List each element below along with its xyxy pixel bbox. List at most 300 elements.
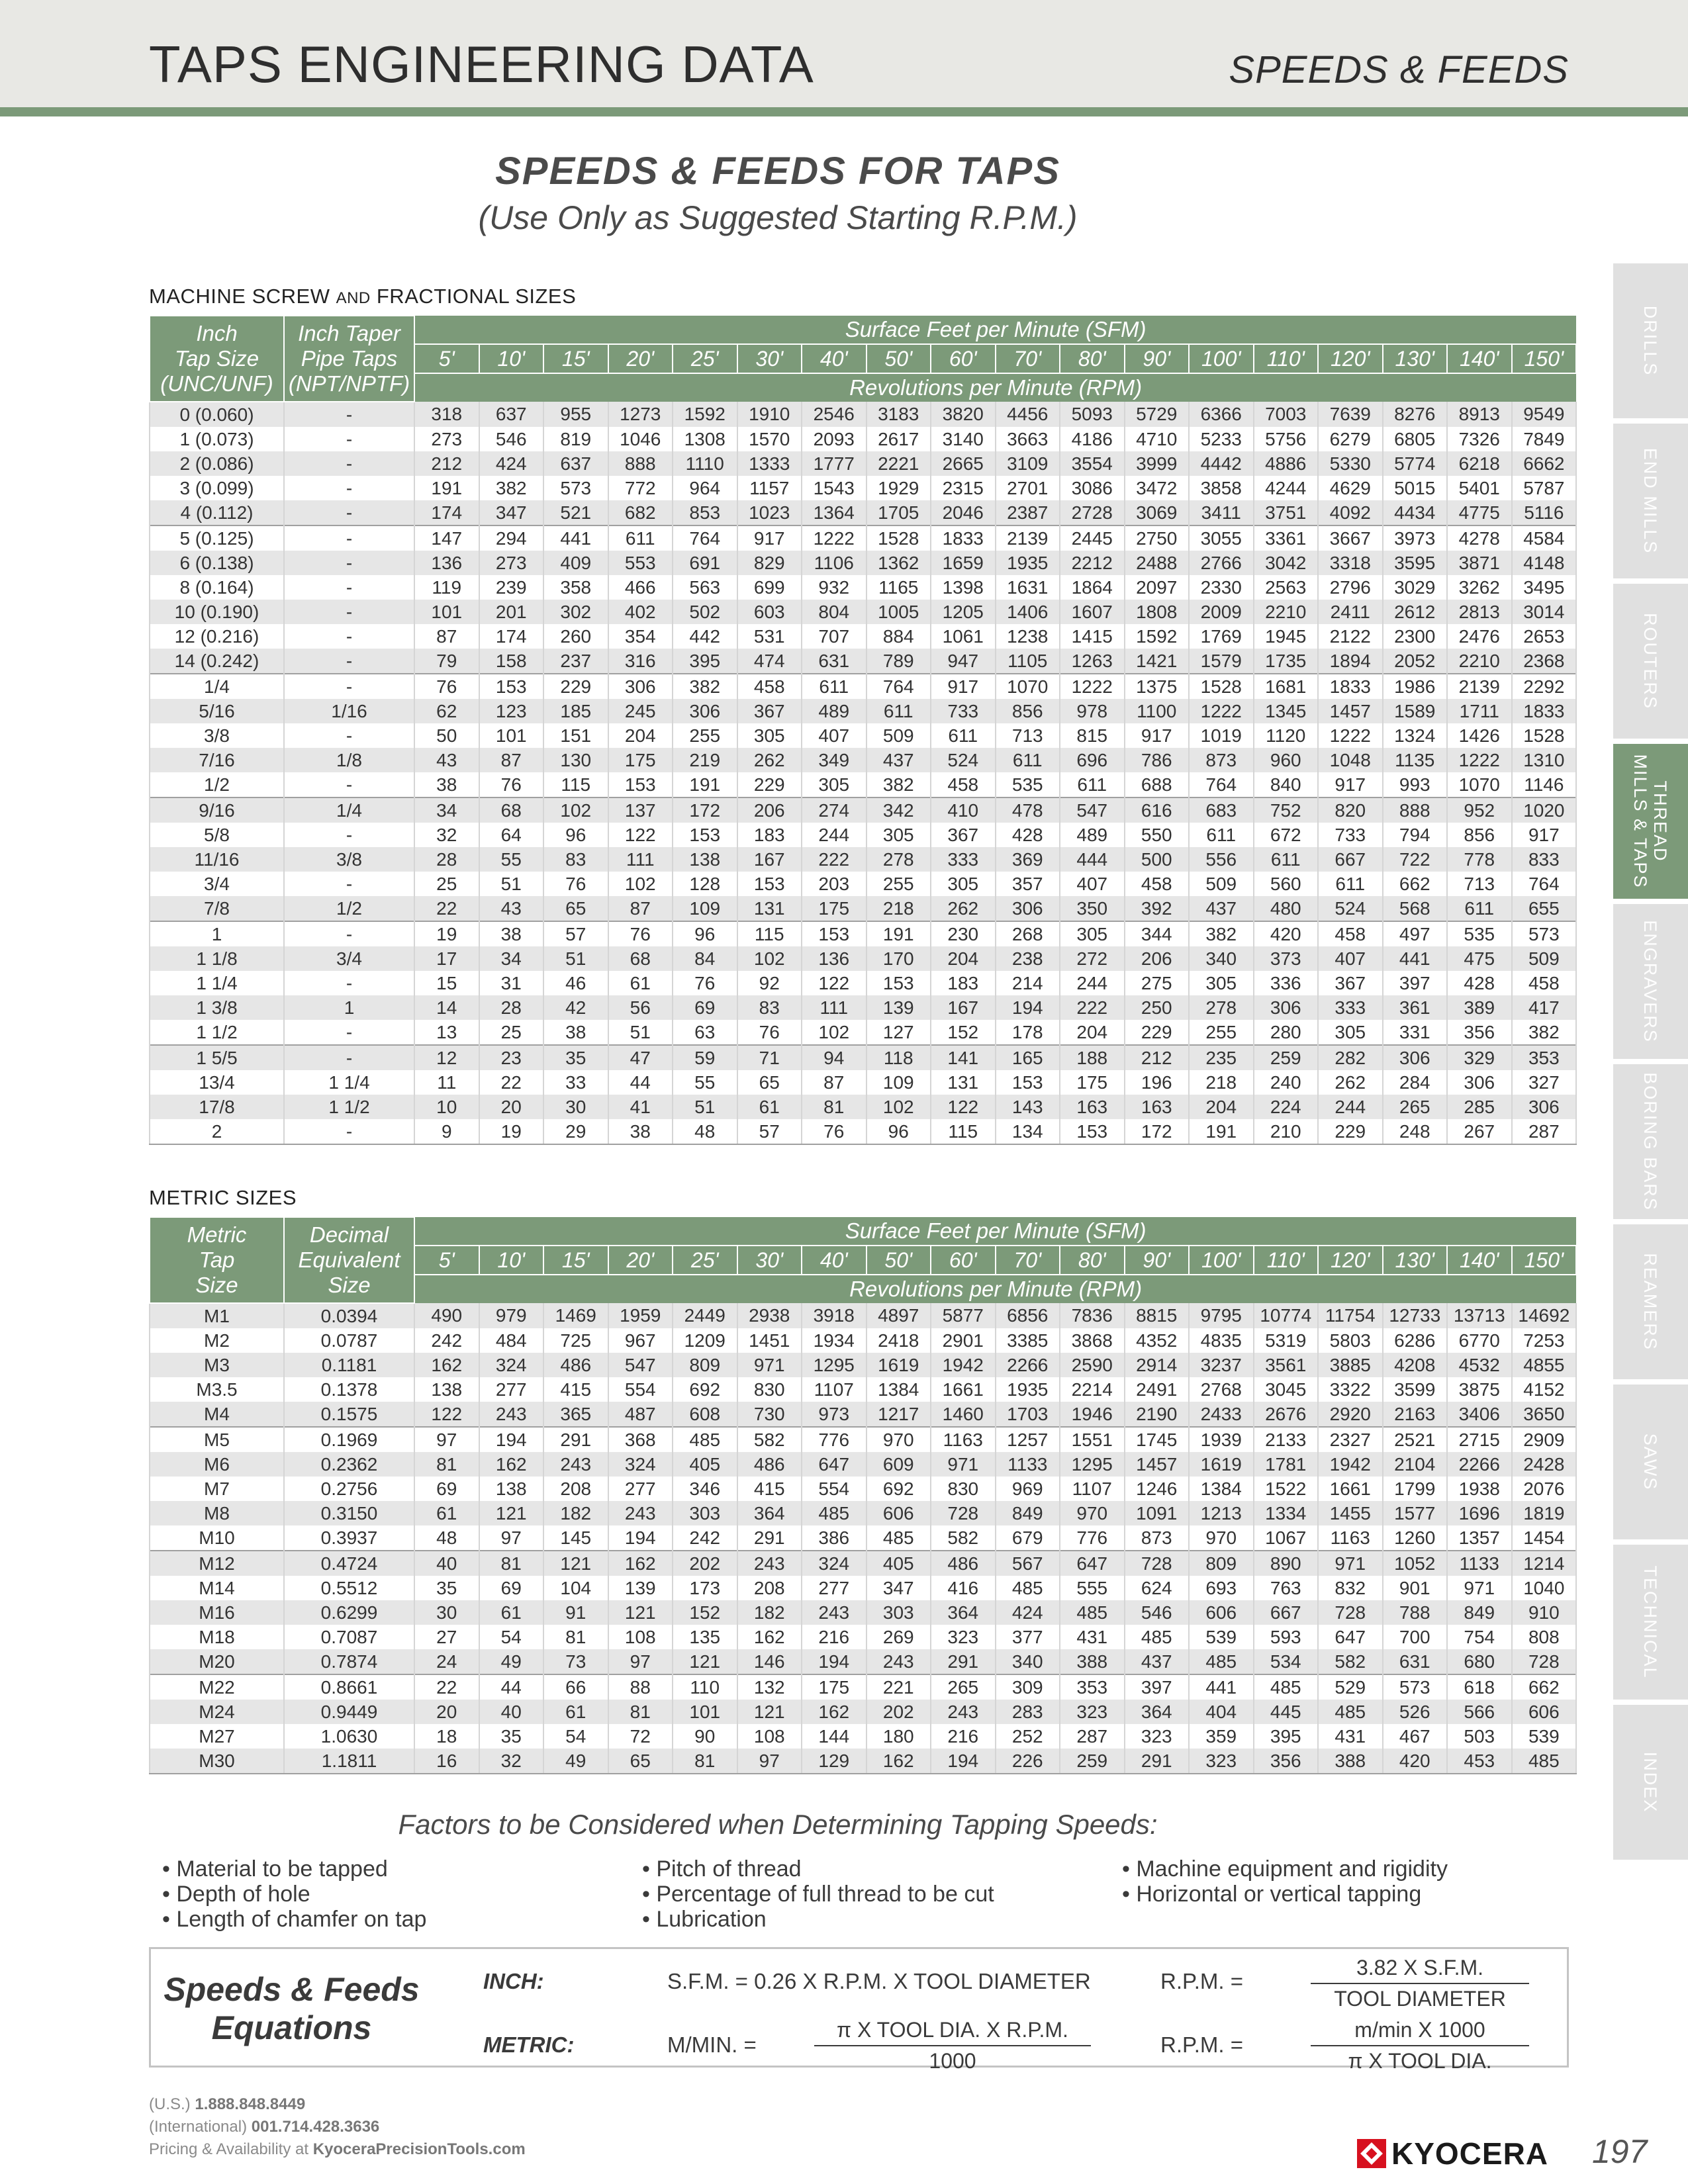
metric-rpm-cell: 970 [1060,1501,1125,1525]
imperial-rpm-cell: 143 [996,1095,1060,1119]
metric-tap-size-cell: M30 [150,1749,284,1774]
imperial-col-decimal-header-line: (NPT/NPTF) [288,371,410,396]
imperial-tap-size-cell: 1 3/8 [150,995,284,1020]
imperial-rpm-cell: 6662 [1512,451,1577,476]
metric-rpm-cell: 2920 [1318,1402,1383,1427]
imperial-rpm-cell: 524 [931,748,996,772]
imperial-rpm-cell: 993 [1383,772,1448,797]
imperial-rpm-cell: 2476 [1447,624,1512,649]
imperial-sfm-column-header: 70' [996,344,1060,373]
metric-rpm-cell: 1959 [608,1303,673,1328]
side-tab-engravers[interactable] [1613,904,1688,1059]
imperial-rpm-cell: 84 [673,946,737,971]
imperial-rpm-cell: 2387 [996,500,1060,525]
imperial-rpm-cell: 978 [1060,699,1125,723]
imperial-table-row [150,896,1576,921]
imperial-rpm-cell: 358 [543,575,608,600]
imperial-rpm-cell: 51 [543,946,608,971]
imperial-rpm-cell: 29 [543,1119,608,1144]
metric-rpm-cell: 700 [1383,1625,1448,1649]
metric-rpm-cell: 324 [608,1452,673,1477]
imperial-rpm-cell: 1935 [996,551,1060,575]
imperial-rpm-cell: 229 [1125,1020,1190,1045]
metric-secondary-size-cell: 0.0394 [284,1303,414,1328]
imperial-rpm-cell: 122 [608,823,673,847]
imperial-tap-size-cell: 11/16 [150,847,284,872]
metric-rpm-cell: 7253 [1512,1328,1577,1353]
metric-sfm-column-header: 90' [1125,1246,1190,1275]
imperial-table-row [150,797,1576,823]
imperial-rpm-cell: 8913 [1447,402,1512,427]
metric-rpm-cell: 323 [1189,1749,1254,1774]
imperial-tap-size-cell: 1 1/8 [150,946,284,971]
metric-table-row [150,1700,1576,1724]
metric-rpm-cell: 395 [1254,1724,1319,1749]
side-tab-index[interactable] [1613,1705,1688,1860]
imperial-label-b: AND [336,289,371,307]
metric-rpm-cell: 1163 [931,1427,996,1452]
metric-rpm-cell: 1217 [867,1402,931,1427]
metric-section-label: METRIC SIZES [149,1186,297,1209]
imperial-rpm-cell: 340 [1189,946,1254,971]
imperial-tap-size-cell: 1 1/2 [150,1020,284,1045]
imperial-table-row [150,1119,1576,1144]
imperial-rpm-cell: 382 [1189,921,1254,946]
side-tab-boring-bars[interactable] [1613,1064,1688,1219]
metric-rpm-cell: 323 [931,1625,996,1649]
imperial-rpm-cell: 4775 [1447,500,1512,525]
imperial-rpm-cell: 932 [802,575,867,600]
inch-label: INCH: [483,1969,544,1993]
side-tab-drills[interactable] [1613,263,1688,418]
imperial-secondary-size-cell: - [284,1119,414,1144]
imperial-rpm-cell: 1659 [931,551,996,575]
imperial-rpm-cell: 521 [543,500,608,525]
metric-tap-size-cell: M20 [150,1649,284,1674]
imperial-table-row [150,674,1576,699]
imperial-rpm-cell: 305 [1060,921,1125,946]
imperial-sfm-column-header: 20' [608,344,673,373]
imperial-rpm-cell: 218 [867,896,931,921]
imperial-rpm-cell: 535 [1447,921,1512,946]
metric-rpm-cell: 1295 [802,1353,867,1377]
metric-rpm-cell: 1357 [1447,1525,1512,1551]
metric-rpm-cell: 680 [1447,1649,1512,1674]
metric-rpm-cell: 194 [479,1427,544,1452]
metric-rpm-cell: 567 [996,1551,1060,1576]
metric-rpm-cell: 242 [414,1328,479,1353]
metric-rpm-cell: 10774 [1254,1303,1319,1328]
imperial-rpm-cell: 3472 [1125,476,1190,500]
metric-rpm-cell: 277 [479,1377,544,1402]
imperial-rpm-cell: 1110 [673,451,737,476]
imperial-rpm-cell: 1020 [1512,797,1577,823]
imperial-rpm-cell: 10 [414,1095,479,1119]
imperial-rpm-cell: 123 [479,699,544,723]
imperial-rpm-cell: 262 [931,896,996,921]
imperial-rpm-cell: 191 [414,476,479,500]
imperial-rpm-cell: 458 [1125,872,1190,896]
imperial-rpm-cell: 239 [479,575,544,600]
imperial-rpm-cell: 56 [608,995,673,1020]
metric-rpm-cell: 20 [414,1700,479,1724]
imperial-rpm-cell: 158 [479,649,544,674]
metric-rpm-cell: 139 [608,1576,673,1600]
imperial-rpm-cell: 9549 [1512,402,1577,427]
metric-rpm-cell: 13713 [1447,1303,1512,1328]
footer-intl-phone [149,2118,379,2136]
metric-rpm-cell: 3561 [1254,1353,1319,1377]
imperial-rpm-cell: 273 [479,551,544,575]
imperial-rpm-cell: 57 [737,1119,802,1144]
metric-rpm-cell: 1938 [1447,1477,1512,1501]
imperial-rpm-cell: 109 [867,1070,931,1095]
metric-sfm-column-header: 140' [1447,1246,1512,1275]
imperial-table-row [150,723,1576,748]
side-tab-reamers[interactable] [1613,1224,1688,1379]
imperial-rpm-cell: 25 [414,872,479,896]
imperial-rpm-cell: 764 [673,525,737,551]
imperial-rpm-cell: 38 [479,921,544,946]
imperial-rpm-cell: 206 [1125,946,1190,971]
imperial-rpm-cell: 38 [543,1020,608,1045]
imperial-rpm-cell: 6279 [1318,427,1383,451]
imperial-rpm-cell: 611 [608,525,673,551]
metric-rpm-cell: 122 [414,1402,479,1427]
imperial-rpm-cell: 603 [737,600,802,624]
imperial-rpm-cell: 306 [1512,1095,1577,1119]
metric-rpm-cell: 1939 [1189,1427,1254,1452]
side-tab-routers[interactable] [1613,584,1688,739]
imperial-col-size-header-line: Tap Size [174,346,259,371]
imperial-tap-size-cell: 13/4 [150,1070,284,1095]
imperial-rpm-cell: 244 [802,823,867,847]
metric-tap-size-cell: M24 [150,1700,284,1724]
imperial-sfm-column-header: 120' [1318,344,1383,373]
imperial-rpm-cell: 165 [996,1045,1060,1070]
imperial-rpm-cell: 96 [543,823,608,847]
imperial-rpm-cell: 1105 [996,649,1060,674]
metric-rpm-cell: 415 [543,1377,608,1402]
metric-rpm-cell: 81 [673,1749,737,1774]
metric-table-row [150,1452,1576,1477]
imperial-rpm-cell: 7639 [1318,402,1383,427]
imperial-rpm-cell: 131 [737,896,802,921]
metric-rpm-cell: 340 [996,1649,1060,1674]
metric-rpm-cell: 618 [1447,1674,1512,1700]
imperial-rpm-cell: 1705 [867,500,931,525]
imperial-rpm-cell: 489 [1060,823,1125,847]
imperial-rpm-cell: 2612 [1383,600,1448,624]
imperial-rpm-cell: 229 [1318,1119,1383,1144]
metric-rpm-cell: 9795 [1189,1303,1254,1328]
side-tab-technical[interactable] [1613,1545,1688,1700]
imperial-label-a: MACHINE SCREW [149,285,330,308]
imperial-sfm-column-header: 60' [931,344,996,373]
imperial-rpm-cell: 662 [1383,872,1448,896]
metric-rpm-cell: 3385 [996,1328,1060,1353]
metric-sfm-column-header: 50' [867,1246,931,1275]
imperial-secondary-size-cell: 1/16 [284,699,414,723]
imperial-rpm-cell: 764 [867,674,931,699]
metric-rpm-cell: 1107 [1060,1477,1125,1501]
metric-rpm-cell: 973 [802,1402,867,1427]
metric-table-row [150,1649,1576,1674]
imperial-rpm-cell: 274 [802,797,867,823]
imperial-rpm-cell: 87 [608,896,673,921]
imperial-rpm-cell: 955 [543,402,608,427]
imperial-rpm-cell: 428 [996,823,1060,847]
imperial-rpm-cell: 856 [996,699,1060,723]
metric-rpm-cell: 265 [931,1674,996,1700]
metric-mmin-fraction [814,2018,1091,2073]
imperial-rpm-cell: 94 [802,1045,867,1070]
page-header-section: SPEEDS & FEEDS [1229,48,1569,91]
imperial-rpm-cell: 102 [608,872,673,896]
imperial-secondary-size-cell: - [284,476,414,500]
side-tab-label: TECHNICAL [1640,1565,1660,1679]
imperial-rpm-cell: 87 [479,748,544,772]
metric-rpm-cell: 69 [414,1477,479,1501]
metric-rpm-cell: 667 [1254,1600,1319,1625]
metric-col-decimal-header [284,1217,414,1303]
metric-rpm-cell: 2676 [1254,1402,1319,1427]
imperial-rpm-cell: 1310 [1512,748,1577,772]
metric-rpm-cell: 40 [414,1551,479,1576]
metric-rpm-cell: 971 [1447,1576,1512,1600]
imperial-rpm-cell: 7003 [1254,402,1319,427]
imperial-rpm-cell: 115 [543,772,608,797]
imperial-rpm-cell: 1106 [802,551,867,575]
metric-rpm-cell: 487 [608,1402,673,1427]
imperial-rpm-cell: 917 [1512,823,1577,847]
imperial-rpm-cell: 55 [673,1070,737,1095]
metric-rpm-cell: 1819 [1512,1501,1577,1525]
imperial-rpm-cell: 336 [1254,971,1319,995]
imperial-sfm-column-header: 25' [673,344,737,373]
metric-rpm-cell: 1460 [931,1402,996,1427]
side-tab-end-mills[interactable] [1613,424,1688,578]
imperial-rpm-cell: 964 [673,476,737,500]
metric-rpm-cell: 110 [673,1674,737,1700]
imperial-rpm-cell: 509 [1189,872,1254,896]
imperial-rpm-cell: 407 [802,723,867,748]
metric-tap-size-cell: M2 [150,1328,284,1353]
kyocera-logo-text: KYOCERA [1391,2136,1549,2171]
imperial-rpm-cell: 4442 [1189,451,1254,476]
metric-rpm-cell: 291 [931,1649,996,1674]
metric-rpm-cell: 970 [867,1427,931,1452]
metric-rpm-cell: 243 [479,1402,544,1427]
imperial-tap-size-cell: 8 (0.164) [150,575,284,600]
metric-rpm-cell: 776 [1060,1525,1125,1551]
imperial-rpm-cell: 33 [543,1070,608,1095]
metric-col-decimal-header-line: Decimal [309,1222,389,1247]
imperial-rpm-cell: 102 [802,1020,867,1045]
imperial-rpm-cell: 13 [414,1020,479,1045]
imperial-rpm-cell: 407 [1318,946,1383,971]
imperial-rpm-cell: 713 [996,723,1060,748]
imperial-rpm-cell: 637 [479,402,544,427]
metric-rpm-cell: 347 [867,1576,931,1600]
imperial-rpm-cell: 96 [867,1119,931,1144]
imperial-rpm-cell: 6218 [1447,451,1512,476]
imperial-rpm-cell: 1023 [737,500,802,525]
imperial-rpm-cell: 134 [996,1119,1060,1144]
imperial-rpm-cell: 1165 [867,575,931,600]
metric-rpm-cell: 386 [802,1525,867,1551]
imperial-rpm-cell: 917 [1125,723,1190,748]
imperial-rpm-cell: 185 [543,699,608,723]
metric-rpm-cell: 3868 [1060,1328,1125,1353]
imperial-rpm-cell: 65 [543,896,608,921]
imperial-secondary-size-cell: - [284,575,414,600]
imperial-rpm-cell: 524 [1318,896,1383,921]
imperial-rpm-cell: 611 [1189,823,1254,847]
imperial-rpm-cell: 2122 [1318,624,1383,649]
imperial-rpm-cell: 306 [673,699,737,723]
metric-rpm-cell: 4208 [1383,1353,1448,1377]
metric-rpm-cell: 1133 [1447,1551,1512,1576]
imperial-rpm-cell: 778 [1447,847,1512,872]
imperial-rpm-cell: 19 [479,1119,544,1144]
footer-website-link[interactable]: KyoceraPrecisionTools.com [312,2140,526,2158]
metric-secondary-size-cell: 0.1575 [284,1402,414,1427]
imperial-rpm-cell: 1222 [1447,748,1512,772]
imperial-rpm-cell: 1048 [1318,748,1383,772]
imperial-table-row [150,1095,1576,1119]
metric-rpm-cell: 1052 [1383,1551,1448,1576]
factor-item: • Percentage of full thread to be cut [642,1882,994,1907]
imperial-rpm-cell: 153 [737,872,802,896]
metric-rpm-cell: 138 [414,1377,479,1402]
imperial-rpm-cell: 2488 [1125,551,1190,575]
imperial-sfm-column-header: 5' [414,344,479,373]
imperial-rpm-cell: 4244 [1254,476,1319,500]
imperial-rpm-cell: 361 [1383,995,1448,1020]
imperial-rpm-cell: 1769 [1189,624,1254,649]
imperial-rpm-cell: 210 [1254,1119,1319,1144]
imperial-rpm-cell: 713 [1447,872,1512,896]
imperial-sfm-column-header: 50' [867,344,931,373]
metric-rpm-cell: 3045 [1254,1377,1319,1402]
imperial-rpm-cell: 111 [802,995,867,1020]
metric-rpm-cell: 693 [1189,1576,1254,1600]
imperial-rpm-cell: 2292 [1512,674,1577,699]
imperial-rpm-cell: 305 [1189,971,1254,995]
imperial-rpm-cell: 480 [1254,896,1319,921]
metric-rpm-cell: 2076 [1512,1477,1577,1501]
imperial-rpm-cell: 188 [1060,1045,1125,1070]
imperial-table-row [150,699,1576,723]
metric-mmin-numerator: π X TOOL DIA. X R.P.M. [814,2018,1091,2046]
imperial-rpm-cell: 4148 [1512,551,1577,575]
imperial-rpm-cell: 174 [414,500,479,525]
imperial-rpm-cell: 204 [1189,1095,1254,1119]
metric-rpm-cell: 763 [1254,1576,1319,1600]
metric-rpm-cell: 61 [543,1700,608,1724]
imperial-rpm-cell: 11 [414,1070,479,1095]
imperial-rpm-cell: 917 [1318,772,1383,797]
metric-rpm-cell: 901 [1383,1576,1448,1600]
imperial-rpm-cell: 244 [1060,971,1125,995]
footer-us-phone [149,2095,305,2114]
imperial-col-size-header-line: (UNC/UNF) [160,371,273,396]
metric-tap-size-cell: M22 [150,1674,284,1700]
imperial-rpm-cell: 92 [737,971,802,995]
imperial-rpm-cell: 1528 [1189,674,1254,699]
metric-rpm-cell: 359 [1189,1724,1254,1749]
metric-rpm-cell: 1469 [543,1303,608,1328]
imperial-sfm-column-header: 40' [802,344,867,373]
imperial-rpm-cell: 68 [608,946,673,971]
metric-rpm-cell: 728 [1512,1649,1577,1674]
imperial-rpm-cell: 278 [1189,995,1254,1020]
imperial-rpm-cell: 357 [996,872,1060,896]
metric-rpm-cell: 72 [608,1724,673,1749]
footer-pricing-label: Pricing & Availability at [149,2140,309,2158]
imperial-table-row [150,476,1576,500]
imperial-rpm-cell: 424 [479,451,544,476]
imperial-rpm-cell: 3014 [1512,600,1577,624]
imperial-rpm-cell: 153 [867,971,931,995]
metric-rpm-cell: 2590 [1060,1353,1125,1377]
factors-list-1 [162,1856,426,1932]
imperial-rpm-cell: 347 [479,500,544,525]
metric-rpm-cell: 283 [996,1700,1060,1724]
metric-rpm-cell: 1214 [1512,1551,1577,1576]
imperial-rpm-cell: 167 [737,847,802,872]
footer-intl-label: (International) [149,2118,248,2136]
imperial-rpm-cell: 76 [673,971,737,995]
imperial-rpm-cell: 306 [1447,1070,1512,1095]
imperial-rpm-cell: 1005 [867,600,931,624]
imperial-rpm-cell: 115 [737,921,802,946]
metric-rpm-cell: 121 [543,1551,608,1576]
metric-rpm-cell: 4532 [1447,1353,1512,1377]
imperial-rpm-cell: 3999 [1125,451,1190,476]
side-tab-thread-mills-taps[interactable] [1613,744,1688,899]
imperial-rpm-cell: 59 [673,1045,737,1070]
imperial-rpm-cell: 1273 [608,402,673,427]
imperial-tap-size-cell: 1 (0.073) [150,427,284,451]
metric-rpm-cell: 81 [479,1551,544,1576]
metric-mmin-label: M/MIN. = [667,2032,757,2057]
imperial-table-row [150,600,1576,624]
imperial-rpm-cell: 489 [802,699,867,723]
imperial-rpm-cell: 43 [479,896,544,921]
metric-rpm-cell: 566 [1447,1700,1512,1724]
metric-rpm-cell: 388 [1318,1749,1383,1774]
imperial-rpm-cell: 28 [414,847,479,872]
imperial-secondary-size-cell: - [284,402,414,427]
side-tab-saws[interactable] [1613,1385,1688,1539]
metric-rpm-cell: 808 [1512,1625,1577,1649]
metric-rpm-cell: 431 [1318,1724,1383,1749]
metric-rpm-cell: 194 [608,1525,673,1551]
metric-rpm-cell: 2214 [1060,1377,1125,1402]
metric-rpm-cell: 2901 [931,1328,996,1353]
imperial-table-row [150,995,1576,1020]
imperial-rpm-cell: 204 [931,946,996,971]
imperial-rpm-cell: 752 [1254,797,1319,823]
imperial-table-row [150,500,1576,525]
metric-rpm-cell: 22 [414,1674,479,1700]
imperial-secondary-size-cell: - [284,872,414,896]
metric-rpm-cell: 221 [867,1674,931,1700]
metric-rpm-cell: 534 [1254,1649,1319,1674]
metric-rpm-cell: 4152 [1512,1377,1577,1402]
